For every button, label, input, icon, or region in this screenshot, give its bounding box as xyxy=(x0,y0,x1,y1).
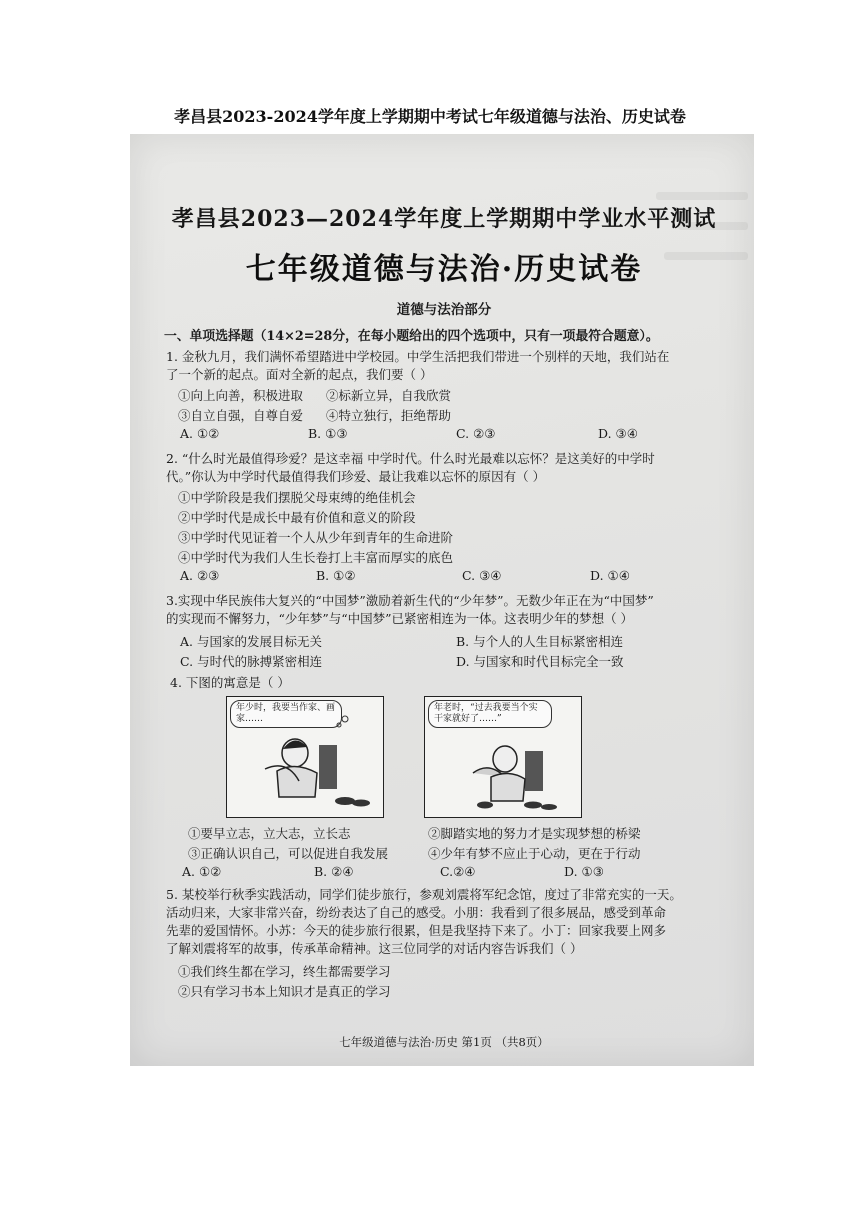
q2-statement: ④中学时代为我们人生长卷打上丰富而厚实的底色 xyxy=(178,550,454,565)
q5-statement: ②只有学习书本上知识才是真正的学习 xyxy=(178,984,391,999)
q1-choice: A. ①② xyxy=(180,426,220,441)
q2-stem-line: 代。”你认为中学时代最值得我们珍爱、最让我难以忘怀的原因有（ ） xyxy=(166,469,546,484)
q4-choice: A. ①② xyxy=(182,864,222,879)
q2-statement: ①中学阶段是我们摆脱父母束缚的绝佳机会 xyxy=(178,490,416,505)
q1-statement: ①向上向善，积极进取 xyxy=(178,388,304,403)
q2-stem-line: 2. “什么时光最值得珍爱？是这幸福 中学时代。什么时光最难以忘怀？是这美好的中学时 xyxy=(166,451,655,466)
q2-choice: A. ②③ xyxy=(180,568,220,583)
young-figure-illustration xyxy=(227,697,383,817)
q2-choice: C. ③④ xyxy=(462,568,502,583)
speech-bubble-old: 年老时，“过去我要当个实干家就好了……” xyxy=(428,700,552,728)
q2-choice: B. ①② xyxy=(316,568,356,583)
q3-choice: B. 与个人的人生目标紧密相连 xyxy=(456,634,624,649)
q1-statement: ③自立自强，自尊自爱 xyxy=(178,408,304,423)
q5-stem-line: 5. 某校举行秋季实践活动，同学们徒步旅行，参观刘震将军纪念馆，度过了非常充实的一天。 xyxy=(166,887,682,902)
q1-choice: D. ③④ xyxy=(598,426,638,441)
q1-stem-line: 了一个新的起点。面对全新的起点，我们要（ ） xyxy=(166,367,433,382)
q5-stem-line: 活动归来，大家非常兴奋，纷纷表达了自己的感受。小朋：我看到了很多展品，感受到革命 xyxy=(166,905,667,920)
q2-choice: D. ①④ xyxy=(590,568,630,583)
q5-stem-line: 了解刘震将军的故事，传承革命精神。这三位同学的对话内容告诉我们（ ） xyxy=(166,941,583,956)
old-figure-illustration xyxy=(425,697,581,817)
q1-stem-line: 1. 金秋九月，我们满怀希望踏进中学校园。中学生活把我们带进一个别样的天地，我们站在 xyxy=(166,349,670,364)
q3-choice: C. 与时代的脉搏紧密相连 xyxy=(180,654,323,669)
q5-stem-line: 先辈的爱国情怀。小苏：今天的徒步旅行很累，但是我坚持下来了。小丁：回家我要上网多 xyxy=(166,923,667,938)
q4-statement: ③正确认识自己，可以促进自我发展 xyxy=(188,846,389,861)
q4-statement: ④少年有梦不应止于心动，更在于行动 xyxy=(428,846,641,861)
q1-statement: ④特立独行，拒绝帮助 xyxy=(326,408,452,423)
q4-choice: D. ①③ xyxy=(564,864,604,879)
q3-stem-line: 3.实现中华民族伟大复兴的“中国梦”激励着新生代的“少年梦”。无数少年正在为“中国梦” xyxy=(166,593,654,608)
q4-choice: C.②④ xyxy=(440,864,476,879)
exam-photo xyxy=(130,134,754,1066)
q2-statement: ③中学时代见证着一个人从少年到青年的生命进阶 xyxy=(178,530,454,545)
q1-choice: C. ②③ xyxy=(456,426,496,441)
bleed-through-mark xyxy=(656,192,748,200)
exam-subject: 七年级道德与法治·历史试卷 xyxy=(245,252,643,287)
cartoon-young xyxy=(226,696,384,818)
section-heading: 道德与法治部分 xyxy=(396,302,492,318)
cartoon-old xyxy=(424,696,582,818)
q4-statement: ②脚踏实地的努力才是实现梦想的桥梁 xyxy=(428,826,641,841)
q4-stem-line: 4. 下图的寓意是（ ） xyxy=(170,675,290,690)
q5-statement: ①我们终生都在学习，终生都需要学习 xyxy=(178,964,391,979)
speech-bubble-young: 年少时，我要当作家、画家…… xyxy=(230,700,342,728)
page-footer: 七年级道德与法治·历史 第1页 （共8页） xyxy=(339,1035,549,1049)
page-title: 孝昌县2023-2024学年度上学期期中考试七年级道德与法治、历史试卷 xyxy=(174,107,686,126)
q2-statement: ②中学时代是成长中最有价值和意义的阶段 xyxy=(178,510,416,525)
q4-statement: ①要早立志，立大志，立长志 xyxy=(188,826,351,841)
q3-choice: A. 与国家的发展目标无关 xyxy=(180,634,322,649)
q1-choice: B. ①③ xyxy=(308,426,348,441)
q1-statement: ②标新立异，自我欣赏 xyxy=(326,388,452,403)
instruction: 一、单项选择题（14×2=28分，在每小题给出的四个选项中，只有一项最符合题意）。 xyxy=(164,329,659,344)
exam-header: 孝昌县2023—2024学年度上学期期中学业水平测试 xyxy=(171,206,717,232)
q3-stem-line: 的实现而不懈努力，“少年梦”与“中国梦”已紧密相连为一体。这表明少年的梦想（ ） xyxy=(166,611,634,626)
q3-choice: D. 与国家和时代目标完全一致 xyxy=(456,654,624,669)
q4-choice: B. ②④ xyxy=(314,864,354,879)
